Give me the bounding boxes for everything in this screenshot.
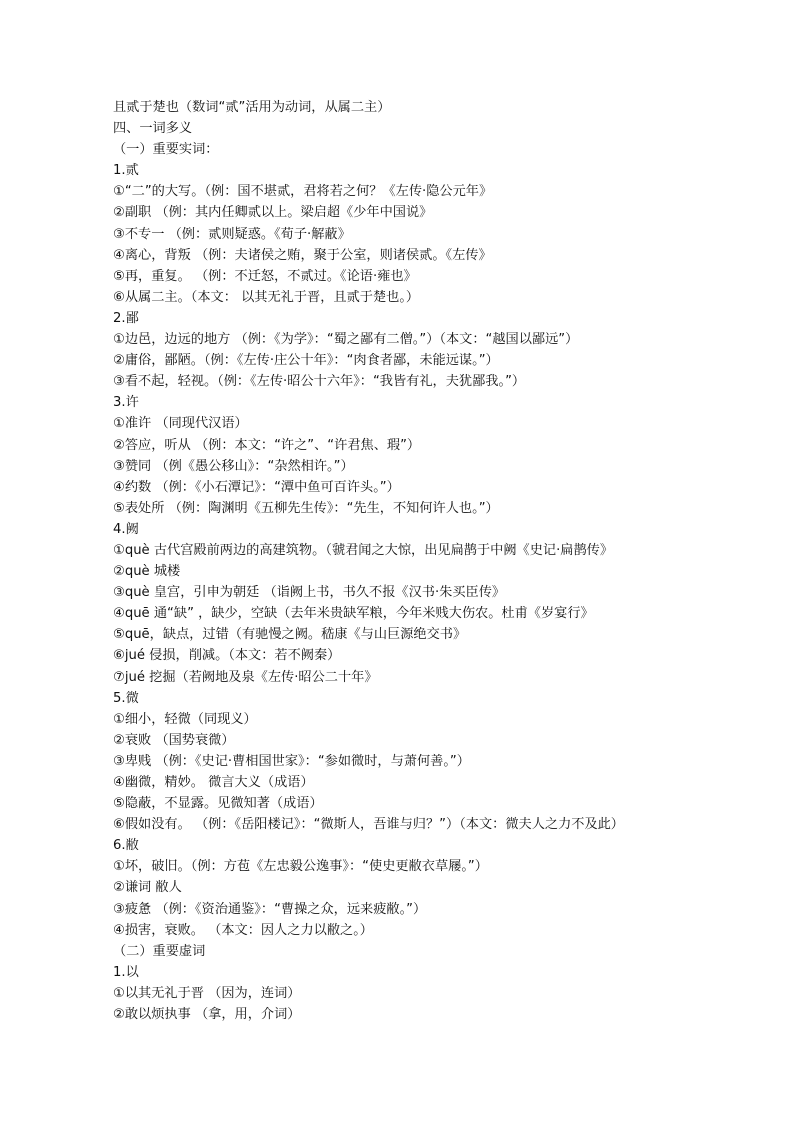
text-line: ①边邑，边远的地方 （例：《为学》：“蜀之鄙有二僧。”）（本文：“越国以鄙远”） — [113, 332, 579, 348]
text-line: ③què 皇宫，引申为朝廷 （诣阙上书，书久不报《汉书·朱买臣传》 — [113, 585, 506, 601]
text-line: ④约数 （例：《小石潭记》：“潭中鱼可百许头。”） — [113, 479, 400, 495]
text-line: ③卑贱 （例：《史记·曹相国世家》：“参如微时，与萧何善。”） — [113, 753, 470, 769]
text-line: ⑥假如没有。 （例：《岳阳楼记》：“微斯人，吾谁与归？”）（本文：微夫人之力不及此） — [113, 817, 624, 833]
document-body — [113, 97, 713, 1025]
text-line: ⑤隐蔽，不显露。见微知著（成语） — [113, 796, 323, 812]
text-line: ②què 城楼 — [113, 564, 181, 580]
entry-heading: 1.贰 — [113, 163, 139, 179]
text-line: ④离心，背叛 （例：夫诸侯之贿，聚于公室，则诸侯贰。《左传》 — [113, 247, 492, 263]
text-line: ①细小，轻微（同现义） — [113, 711, 257, 727]
text-line: ①以其无礼于晋 （因为，连词） — [113, 985, 301, 1001]
section-heading: 四、一词多义 — [113, 121, 193, 137]
text-line: ①坏，破旧。（例：方苞《左忠毅公逸事》：“使史更敝衣草屦。”） — [113, 859, 488, 875]
text-line: ⑤表处所 （例：陶渊明《五柳先生传》：“先生，不知何许人也。”） — [113, 500, 499, 516]
text-line: ①准许 （同现代汉语） — [113, 416, 248, 432]
entry-heading: 6.敝 — [113, 838, 139, 854]
text-line: ⑤再，重复。 （例：不迁怒，不贰过。《论语·雍也》 — [113, 268, 417, 284]
text-line: ②答应，听从 （例：本文：“许之”、“许君焦、瑕”） — [113, 437, 421, 453]
text-line: ②庸俗，鄙陋。（例：《左传·庄公十年》：“肉食者鄙，未能远谋。”） — [113, 353, 499, 369]
text-line: ④损害，衰败。 （本文：因人之力以敝之。） — [113, 922, 373, 938]
text-line: ④quē 通“缺” ，缺少，空缺（去年米贵缺军粮，今年米贱大伤农。杜甫《岁宴行》 — [113, 606, 594, 622]
subsection-heading: （一）重要实词： — [113, 142, 219, 158]
text-line: ③不专一 （例：贰则疑惑。《荀子·解蔽》 — [113, 226, 351, 242]
text-line: ②谦词 敝人 — [113, 880, 182, 896]
text-line: ③看不起，轻视。（例：《左传·昭公十六年》：“我皆有礼，夫犹鄙我。”） — [113, 374, 526, 390]
text-line: 且贰于楚也（数词“贰”活用为动词，从属二主） — [113, 100, 391, 115]
entry-heading: 5.微 — [113, 690, 139, 706]
text-line: ②衰败 （国势衰微） — [113, 732, 235, 748]
text-line: ⑦jué 挖掘（若阙地及泉《左传·昭公二十年》 — [113, 669, 378, 685]
entry-heading: 1.以 — [113, 964, 139, 980]
subsection-heading: （二）重要虚词 — [113, 943, 206, 959]
text-line: ⑥jué 侵损，削减。（本文：若不阙秦） — [113, 648, 341, 664]
entry-heading: 3.许 — [113, 395, 139, 411]
text-line: ③赞同 （例《愚公移山》：“杂然相许。”） — [113, 458, 354, 474]
text-line: ③疲惫 （例：《资治通鉴》：“曹操之众，远来疲敝。”） — [113, 901, 427, 917]
text-line: ⑤quē，缺点，过错（有驰慢之阙。嵇康《与山巨源绝交书》 — [113, 627, 467, 643]
text-line: ④幽微，精妙。 微言大义（成语） — [113, 775, 314, 790]
text-line: ②副职 （例：其内任卿贰以上。梁启超《少年中国说》 — [113, 205, 433, 221]
entry-heading: 4.阙 — [113, 521, 139, 537]
entry-heading: 2.鄙 — [113, 310, 139, 326]
text-line: ②敢以烦执事 （拿，用，介词） — [113, 1007, 301, 1023]
text-line: ①“二”的大写。（例：国不堪贰，君将若之何？《左传·隐公元年》 — [113, 184, 493, 200]
text-line: ⑥从属二主。（本文： 以其无礼于晋，且贰于楚也。） — [113, 289, 420, 305]
text-line: ①què 古代宫殿前两边的高建筑物。（虢君闻之大惊，出见扁鹊于中阙《史记·扁鹊传》 — [113, 542, 614, 558]
